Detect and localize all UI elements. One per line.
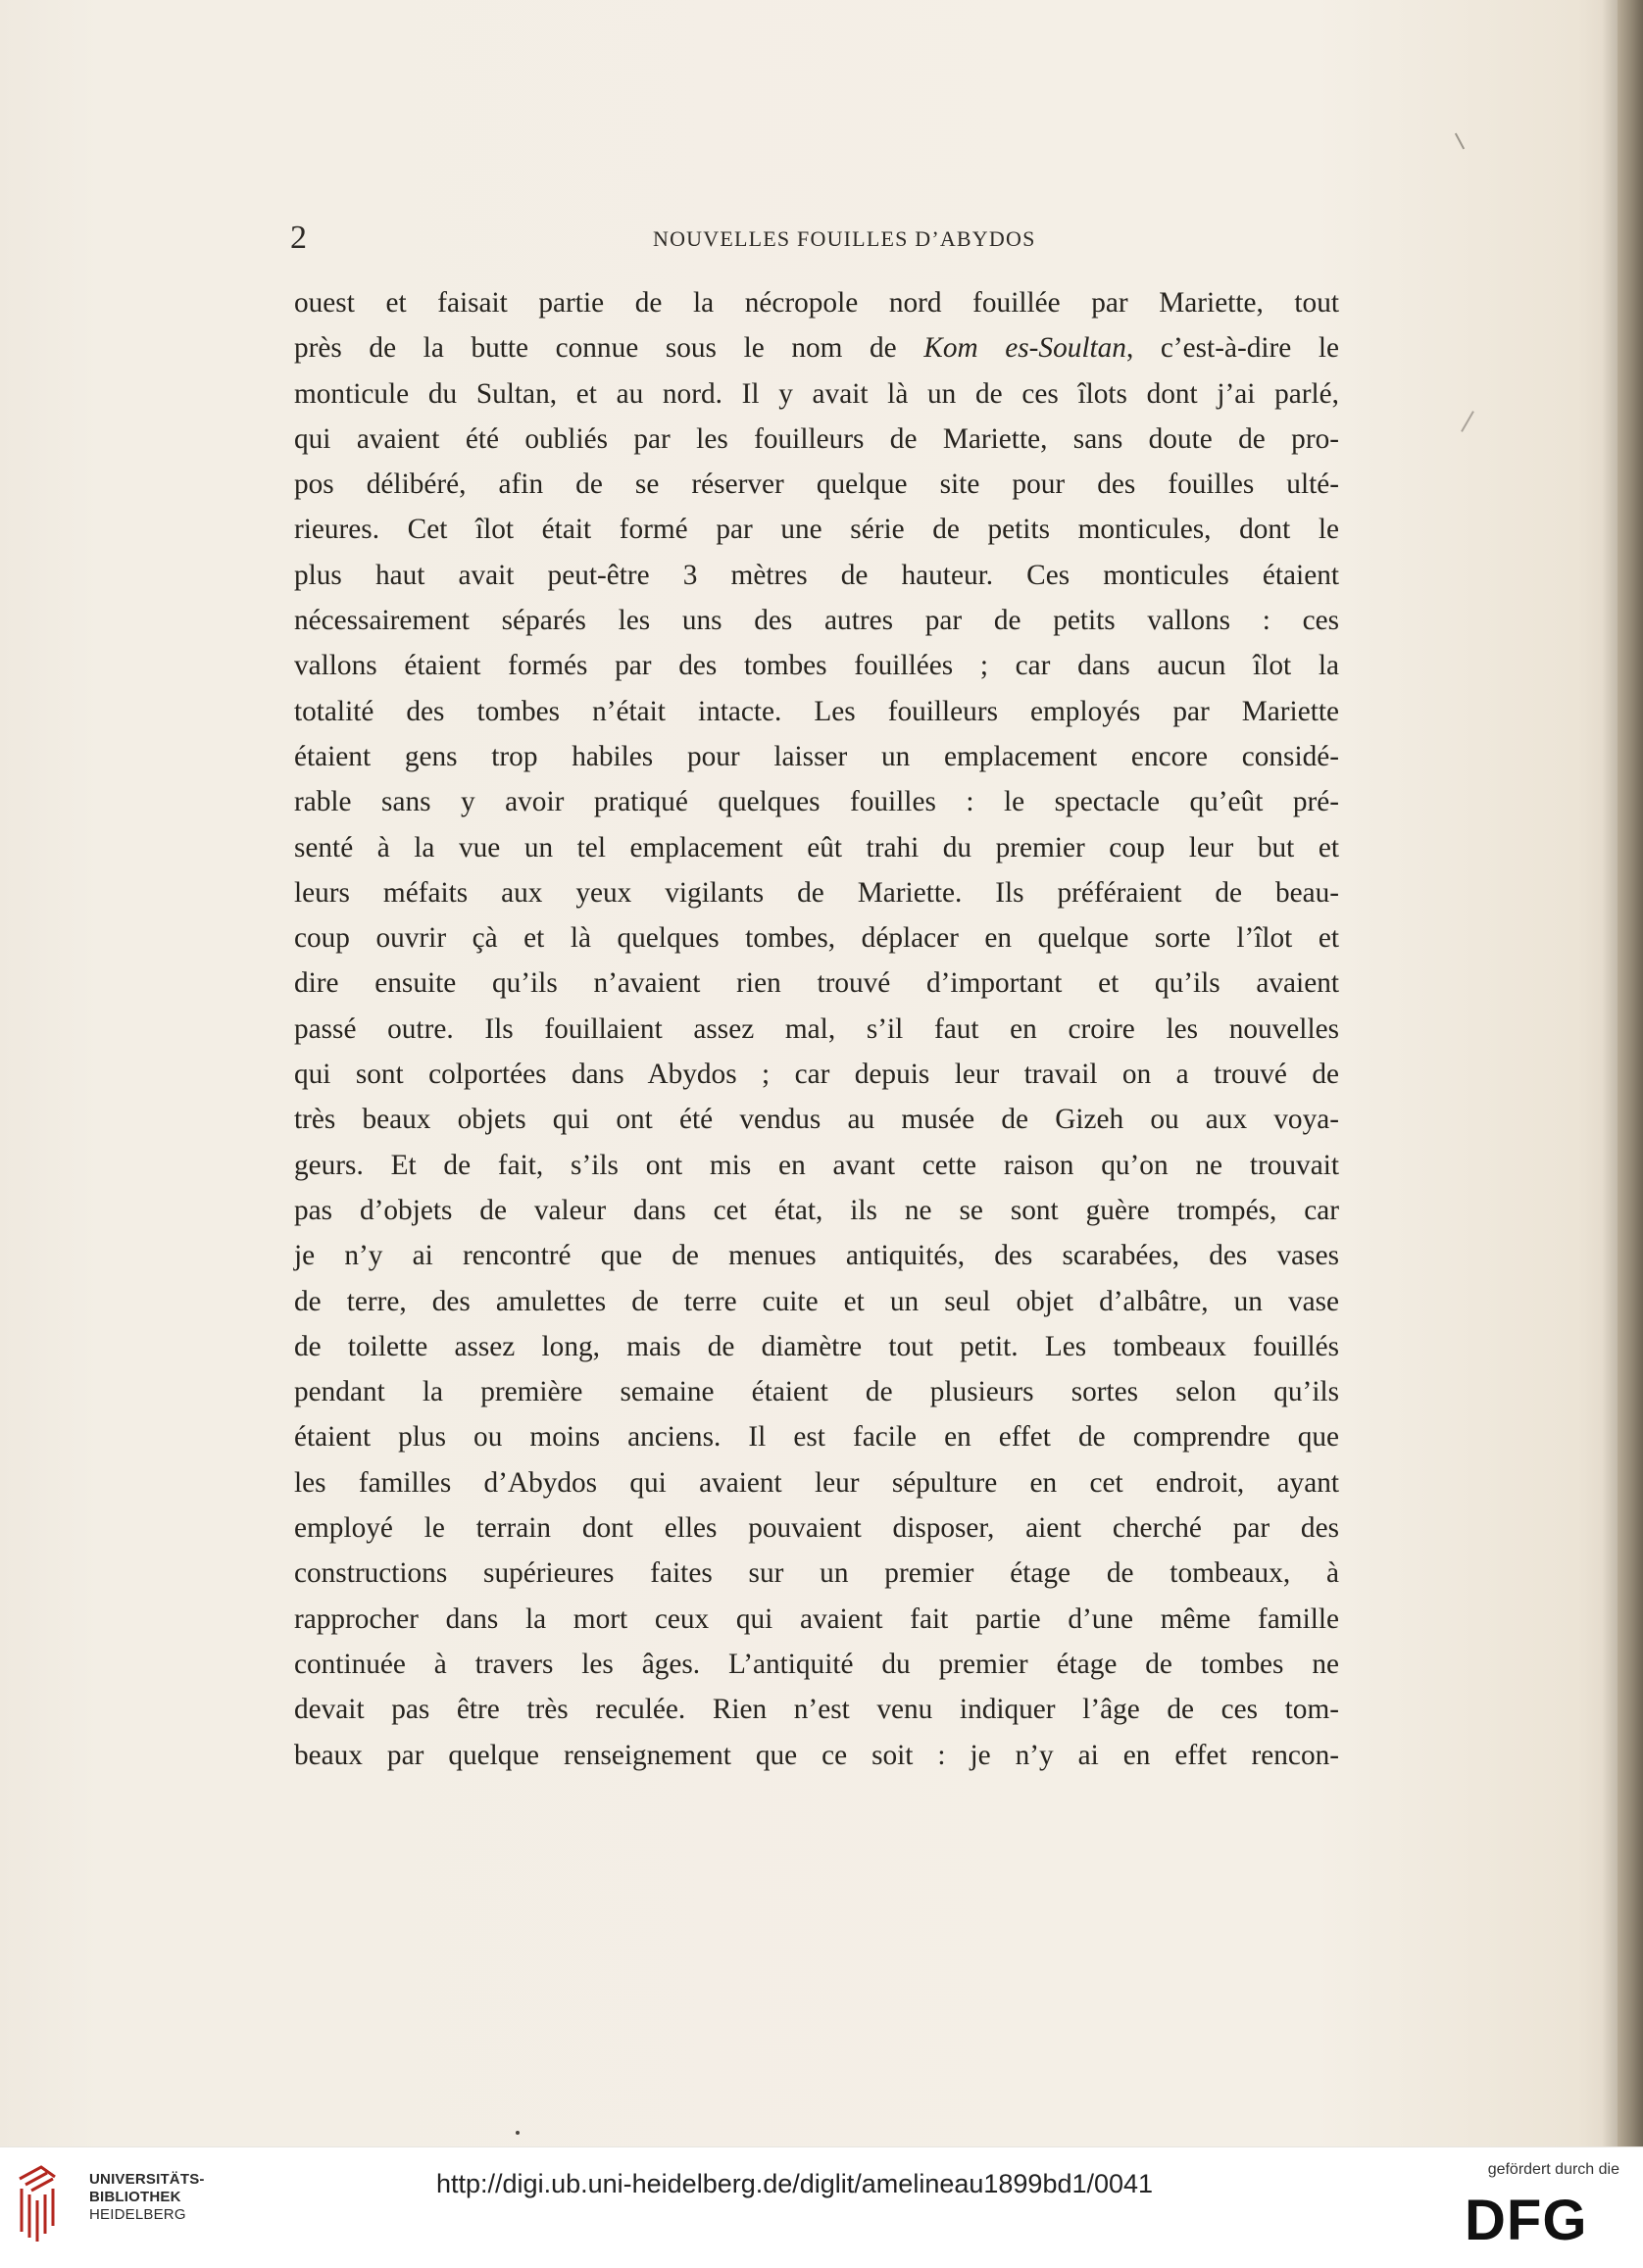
text-line: pas d’objets de valeur dans cet état, ils ne se sont guère trompés, car (294, 1194, 1339, 1226)
text-run: près de la butte connue sous le nom de (294, 332, 924, 365)
text-line: plus haut avait peut-être 3 mètres de hauteur. Ces monticules étaient (294, 559, 1339, 591)
italic-place-name: Kom es-Soultan (923, 332, 1126, 365)
text-line: beaux par quelque renseignement que ce soit : je n’y ai en effet rencon- (294, 1739, 1339, 1771)
text-line: employé le terrain dont elles pouvaient disposer, aient cherché par des (294, 1512, 1339, 1545)
text-line: coup ouvrir çà et là quelques tombes, déplacer en quelque sorte l’îlot et (294, 922, 1339, 955)
running-title: NOUVELLES FOUILLES D’ABYDOS (653, 226, 1036, 251)
scan-mark (1455, 133, 1465, 150)
funding-note: gefördert durch die (1487, 2161, 1619, 2178)
text-line: senté à la vue un tel emplacement eût trahi du premier coup leur but et (294, 831, 1339, 863)
dfg-logo-text: DFG (1465, 2191, 1588, 2247)
text-line: ouest et faisait partie de la nécropole nord fouillée par Mariette, tout (294, 287, 1339, 319)
university-library-logo-icon (14, 2161, 61, 2243)
source-url[interactable]: http://digi.ub.uni-heidelberg.de/diglit/amelineau1899bd1/0041 (436, 2169, 1154, 2198)
text-line: rieures. Cet îlot était formé par une série de petits monticules, dont le (294, 514, 1339, 546)
dfg-logo-icon (1463, 2191, 1619, 2247)
text-line: leurs méfaits aux yeux vigilants de Mariette. Ils préféraient de beau- (294, 876, 1339, 909)
text-line: pendant la première semaine étaient de plusieurs sortes selon qu’ils (294, 1376, 1339, 1408)
text-line: étaient plus ou moins anciens. Il est facile en effet de comprendre que (294, 1421, 1339, 1454)
text-line: dire ensuite qu’ils n’avaient rien trouvé d’important et qu’ils avaient (294, 967, 1339, 1000)
text-line: geurs. Et de fait, s’ils ont mis en avant cette raison qu’on ne trouvait (294, 1149, 1339, 1181)
text-line: devait pas être très reculée. Rien n’est venu indiquer l’âge de ces tom- (294, 1694, 1339, 1726)
text-line: totalité des tombes n’était intacte. Les fouilleurs employés par Mariette (294, 695, 1339, 727)
text-line: continuée à travers les âges. L’antiquité du premier étage de tombes ne (294, 1648, 1339, 1680)
text-line: qui avaient été oubliés par les fouilleurs de Mariette, sans doute de pro- (294, 422, 1339, 455)
text-run: , c’est-à-dire le (1125, 332, 1340, 365)
text-line: monticule du Sultan, et au nord. Il y avait là un de ces îlots dont j’ai parlé, (294, 377, 1339, 410)
text-line: rable sans y avoir pratiqué quelques fouilles : le spectacle qu’eût pré- (294, 786, 1339, 818)
text-line: de terre, des amulettes de terre cuite et un seul objet d’albâtre, un vase (294, 1285, 1339, 1317)
text-line: rapprocher dans la mort ceux qui avaient fait partie d’une même famille (294, 1602, 1339, 1635)
text-line: pos délibéré, afin de se réserver quelque site pour des fouilles ulté- (294, 468, 1339, 501)
page-edge-shadow (1618, 0, 1643, 2146)
scan-dot (516, 2131, 520, 2135)
library-name (89, 2171, 226, 2224)
text-line: qui sont colportées dans Abydos ; car depuis leur travail on a trouvé de (294, 1059, 1339, 1091)
text-line: passé outre. Ils fouillaient assez mal, s’il faut en croire les nouvelles (294, 1012, 1339, 1045)
text-line: les familles d’Abydos qui avaient leur sépulture en cet endroit, ayant (294, 1466, 1339, 1499)
text-line: vallons étaient formés par des tombes fouillées ; car dans aucun îlot la (294, 650, 1339, 682)
library-name-line-2: BIBLIOTHEK (89, 2189, 181, 2205)
library-name-line-3: HEIDELBERG (89, 2206, 186, 2223)
text-line: nécessairement séparés les uns des autres par de petits vallons : ces (294, 605, 1339, 637)
text-line (294, 325, 1339, 370)
text-line: très beaux objets qui ont été vendus au musée de Gizeh ou aux voya- (294, 1104, 1339, 1136)
digitization-footer (0, 2146, 1643, 2268)
page-number: 2 (290, 220, 307, 256)
library-name-line-1: UNIVERSITÄTS- (89, 2171, 205, 2188)
scan-mark (1461, 411, 1474, 432)
text-line: de toilette assez long, mais de diamètre tout petit. Les tombeaux fouillés (294, 1330, 1339, 1362)
running-head (290, 219, 1339, 258)
text-line: constructions supérieures faites sur un premier étage de tombeaux, à (294, 1557, 1339, 1590)
text-line: étaient gens trop habiles pour laisser un emplacement encore considé- (294, 740, 1339, 772)
text-line: je n’y ai rencontré que de menues antiquités, des scarabées, des vases (294, 1240, 1339, 1272)
body-text (294, 280, 1339, 1778)
